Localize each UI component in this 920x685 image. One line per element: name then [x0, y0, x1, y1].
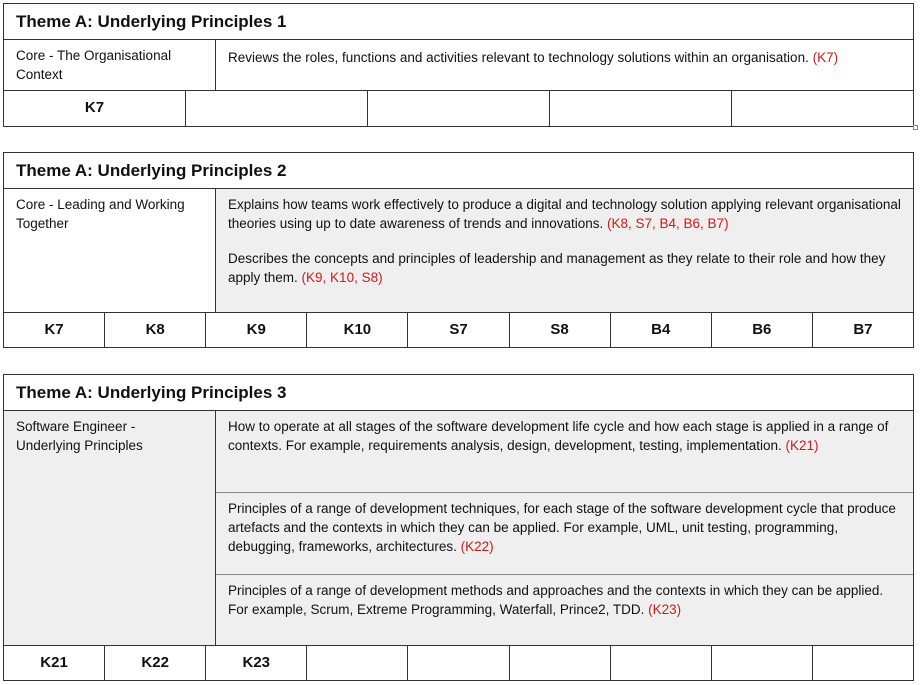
ksb-reference: (K23): [648, 602, 682, 617]
ksb-code-cell: S8: [510, 313, 611, 347]
description-text: Reviews the roles, functions and activities relevant to technology solutions within an organisation.: [228, 50, 813, 65]
theme-title: Theme A: Underlying Principles 3: [3, 374, 914, 411]
ksb-code-cell: K9: [206, 313, 307, 347]
ksb-code-cell: [611, 646, 712, 680]
ksb-code-row: [3, 313, 914, 348]
ksb-code-cell: [732, 91, 913, 126]
theme-title: Theme A: Underlying Principles 1: [3, 3, 914, 40]
theme-content-row: [3, 189, 914, 313]
ksb-code-cell: B7: [853, 321, 873, 338]
module-label: Core - The Organisational Context: [4, 40, 216, 90]
ksb-reference: (K21): [785, 438, 819, 453]
description-text: Principles of a range of development methods and approaches and the contexts in which they can be applied. For example, Scrum, Extreme Programming, Waterfall, Prince2, TDD.: [228, 583, 884, 617]
description-cell: [216, 574, 913, 645]
table-resize-handle[interactable]: [913, 125, 918, 130]
ksb-code-cell: K21: [4, 646, 105, 680]
ksb-code-cell: K23: [206, 646, 307, 680]
description-cell: [216, 40, 913, 73]
theme-table-2: [3, 152, 914, 348]
ksb-reference: (K8, S7, B4, B6, B7): [607, 216, 729, 231]
ksb-code-row: [3, 646, 914, 681]
ksb-code-cell: [186, 91, 368, 126]
description-paragraph: Describes the concepts and principles of leadership and management as they relate to their role and how they apply them. (K9, K10, S8): [228, 251, 886, 285]
ksb-code-cell: K22: [105, 646, 206, 680]
theme-table-3: [3, 374, 914, 681]
ksb-code-cell: B6: [712, 313, 813, 347]
theme-content-row: [3, 40, 914, 91]
description-column: [216, 40, 913, 90]
theme-title: Theme A: Underlying Principles 2: [3, 152, 914, 189]
ksb-code-cell: [813, 646, 913, 680]
ksb-code-cell: K7: [4, 91, 186, 126]
description-cell: [216, 492, 913, 574]
ksb-code-cell: K10: [307, 313, 408, 347]
ksb-code-cell: S7: [408, 313, 509, 347]
description-text: How to operate at all stages of the software development life cycle and how each stage is applied in a range of contexts. For example, requirements analysis, design, development, testing, implementation.: [228, 419, 889, 453]
ksb-code-cell: [712, 646, 813, 680]
description-text: Principles of a range of development techniques, for each stage of the software development cycle that produce artefacts and the contexts in which they can be applied. For example, UML, unit testing, programming, debugging, frameworks, architectures.: [228, 501, 896, 554]
ksb-code-cell: [408, 646, 509, 680]
ksb-reference: (K9, K10, S8): [301, 270, 383, 285]
ksb-code-cell: [307, 646, 408, 680]
ksb-code-row: [3, 91, 914, 127]
ksb-code-cell: [368, 91, 550, 126]
ksb-reference: (K7): [812, 50, 839, 65]
ksb-code-cell: K7: [4, 313, 105, 347]
ksb-code-cell: [510, 646, 611, 680]
module-label: Core - Leading and Working Together: [4, 189, 216, 312]
theme-content-row: [3, 411, 914, 646]
description-column: [216, 189, 913, 312]
ksb-code-cell: B4: [611, 313, 712, 347]
ksb-code-cell: [550, 91, 732, 126]
description-paragraph: Explains how teams work effectively to produce a digital and technology solution applying relevant organisational theories using up to date awareness of trends and innovations. (K8, S7, B4, B6, B7): [228, 197, 901, 231]
ksb-reference: (K22): [460, 539, 494, 554]
module-label: Software Engineer - Underlying Principles: [4, 411, 216, 645]
description-cell: [216, 189, 913, 293]
ksb-code-cell: K8: [105, 313, 206, 347]
description-cell: [216, 411, 913, 492]
description-column: [216, 411, 913, 645]
theme-table-1: [3, 3, 914, 127]
